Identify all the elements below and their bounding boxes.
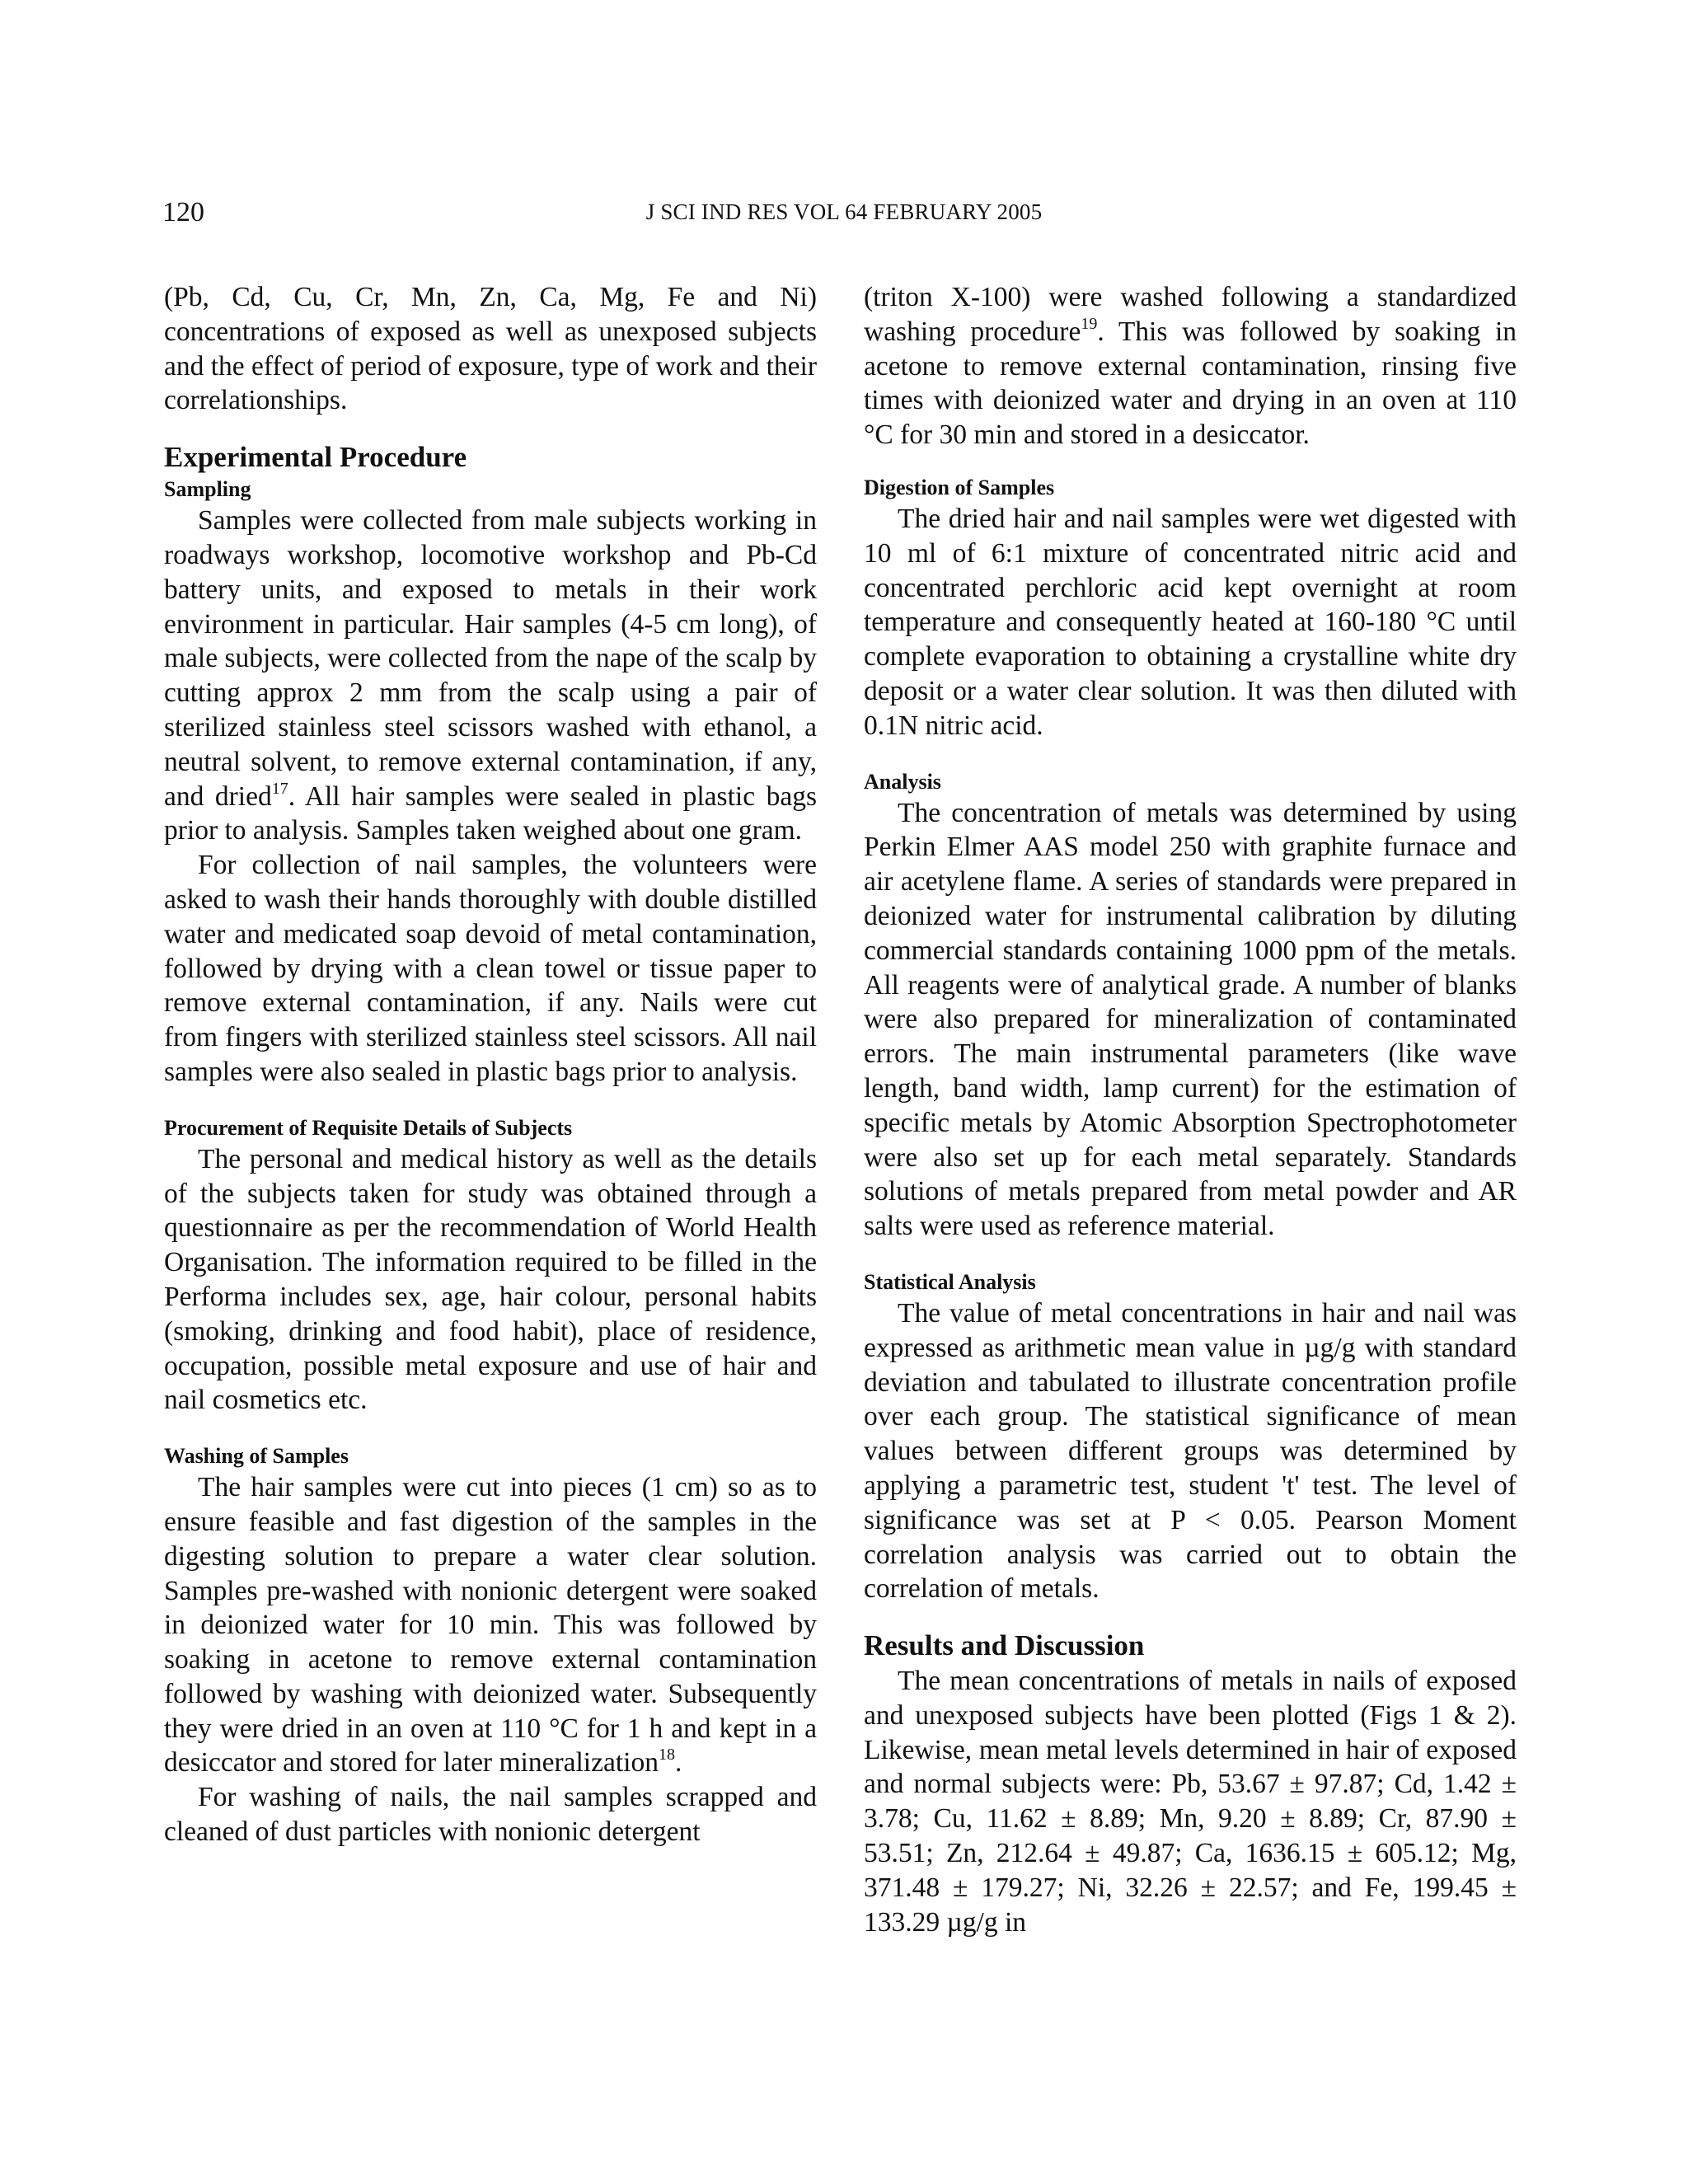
- running-head: J SCI IND RES VOL 64 FEBRUARY 2005: [645, 199, 1043, 224]
- sampling-paragraph-2: For collection of nail samples, the volunteers were asked to wash their hands thoroughly with double distilled water and medicated soap devoid of metal contamination, followed by drying with a clean towel or tissue paper to remove external contamination, if any. Nails were cut from fingers with sterilized stainless steel scissors. All nail samples were also sealed in plastic bags prior to analysis.: [164, 850, 817, 1087]
- reference-19: 19: [1081, 314, 1098, 333]
- procurement-paragraph: The personal and medical history as well as the details of the subjects taken for study was obtained through a questionnaire as per the recommendation of World Health Organisation. The information required to be filled in the Performa includes sex, age, hair colour, personal habits (smoking, drinking and food habit), place of residence, occupation, possible metal exposure and use of hair and nail cosmetics etc.: [164, 1143, 817, 1416]
- results-paragraph: The mean concentrations of metals in nails of exposed and unexposed subjects have been plotted (Figs 1 & 2). Likewise, mean metal levels determined in hair of exposed and normal subjects were: Pb, 53.67 ± 97.87; Cd, 1.42 ± 3.78; Cu, 11.62 ± 8.89; Mn, 9.20 ± 8.89; Cr, 87.90 ± 53.51; Zn, 212.64 ± 49.87; Ca, 1636.15 ± 605.12; Mg, 371.48 ± 179.27; Ni, 32.26 ± 22.57; and Fe, 199.45 ± 133.29 µg/g in: [864, 1666, 1517, 1938]
- sampling-heading: Sampling: [164, 477, 251, 502]
- intro-paragraph: (Pb, Cd, Cu, Cr, Mn, Zn, Ca, Mg, Fe and Ni) concentrations of exposed as well as unexposed subjects and the effect of period of exposure, type of work and their correlationships.: [164, 282, 817, 416]
- digestion-heading: Digestion of Samples: [864, 475, 1055, 499]
- sampling-text-b: . All hair samples were sealed in plastic bags prior to analysis. Samples taken weighed about one gram.: [164, 780, 817, 846]
- digestion-paragraph: The dried hair and nail samples were wet digested with 10 ml of 6:1 mixture of concentrated nitric acid and concentrated perchloric acid kept overnight at room temperature and consequently heated at 160-180 °C until complete evaporation to obtaining a crystalline white dry deposit or a water clear solution. It was then diluted with 0.1N nitric acid.: [864, 503, 1517, 741]
- results-discussion-heading: Results and Discussion: [864, 1629, 1145, 1662]
- reference-17: 17: [271, 779, 288, 798]
- statistical-analysis-heading: Statistical Analysis: [864, 1269, 1036, 1294]
- washing-paragraph-1: [164, 1470, 817, 1780]
- washing-heading: Washing of Samples: [164, 1444, 349, 1469]
- sampling-text-a: Samples were collected from male subjects working in roadways workshop, locomotive workshop and Pb-Cd battery units, and exposed to metals in their work environment in particular. Hair samples (4-5 cm long), of male subjects, were collected from the nape of the scalp by cutting approx 2 mm from the scalp using a pair of sterilized stainless steel scissors washed with ethanol, a neutral solvent, to remove external contamination, if any, and dried: [164, 505, 817, 812]
- page-number: 120: [162, 197, 204, 227]
- washing-cont-text-a: (triton X-100) were washed following a standardized washing procedure: [864, 282, 1517, 347]
- experimental-procedure-heading: Experimental Procedure: [164, 441, 467, 474]
- procurement-heading: Procurement of Requisite Details of Subjects: [164, 1115, 573, 1140]
- left-column: [164, 280, 817, 1849]
- right-column: [864, 280, 1517, 1939]
- washing-continued-paragraph: [864, 280, 1517, 452]
- washing-text-b: .: [674, 1747, 682, 1779]
- washing-paragraph-2: For washing of nails, the nail samples scrapped and cleaned of dust particles with nonionic detergent: [164, 1782, 817, 1848]
- reference-18: 18: [658, 1746, 675, 1765]
- washing-cont-text-b: . This was followed by soaking in acetone to remove external contamination, rinsing five times with deionized water and drying in an oven at 110 °C for 30 min and stored in a desiccator.: [864, 316, 1517, 451]
- analysis-paragraph: The concentration of metals was determined by using Perkin Elmer AAS model 250 with graphite furnace and air acetylene flame. A series of standards were prepared in deionized water for instrumental calibration by diluting commercial standards containing 1000 ppm of the metals. All reagents were of analytical grade. A number of blanks were also prepared for mineralization of contaminated errors. The main instrumental parameters (like wave length, band width, lamp current) for the estimation of specific metals by Atomic Absorption Spectrophotometer were also set up for each metal separately. Standards solutions of metals prepared from metal powder and AR salts were used as reference material.: [864, 797, 1517, 1242]
- washing-text-a: The hair samples were cut into pieces (1 cm) so as to ensure feasible and fast digestion of the samples in the digesting solution to prepare a water clear solution. Samples pre-washed with nonionic detergent were soaked in deionized water for 10 min. This was followed by soaking in acetone to remove external contamination followed by washing with deionized water. Subsequently they were dried in an oven at 110 °C for 1 h and kept in a desiccator and stored for later mineralization: [164, 1472, 817, 1779]
- analysis-heading: Analysis: [864, 769, 941, 794]
- statistical-analysis-paragraph: The value of metal concentrations in hair and nail was expressed as arithmetic mean value in µg/g with standard deviation and tabulated to illustrate concentration profile over each group. The statistical significance of mean values between different groups was determined by applying a parametric test, student 't' test. The level of significance was set at P < 0.05. Pearson Moment correlation analysis was carried out to obtain the correlation of metals.: [864, 1297, 1517, 1605]
- sampling-paragraph-1: [164, 504, 817, 848]
